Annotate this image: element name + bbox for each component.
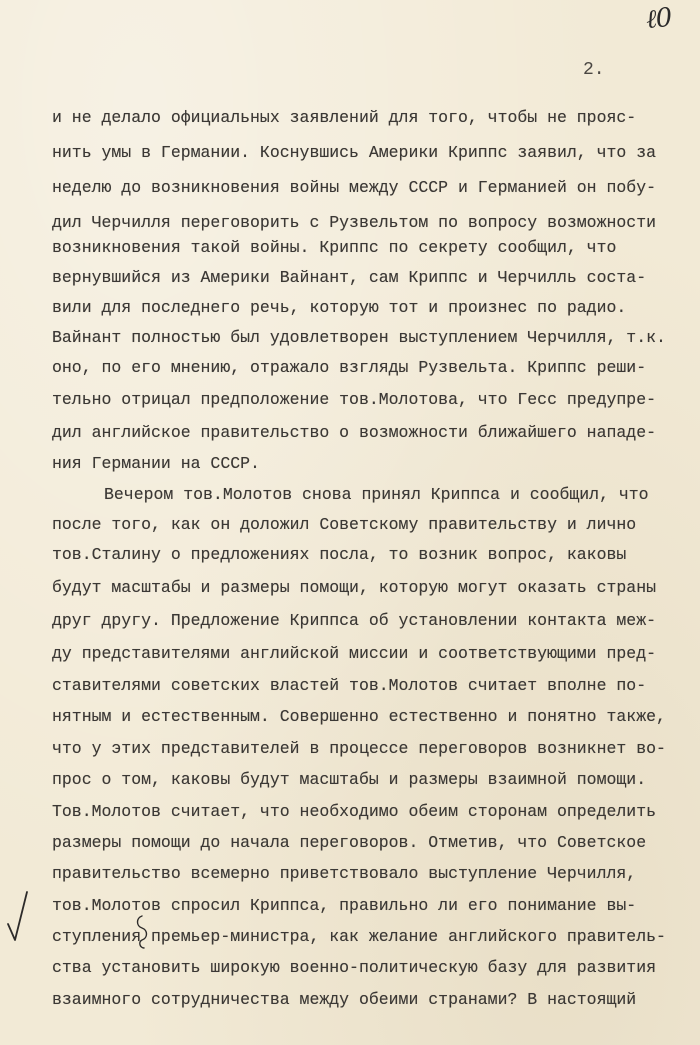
text-line: правительство всемерно приветствовало выступление Черчилля, [52,864,637,883]
text-line: нить умы в Германии. Коснувшись Америки Криппс заявил, что за [52,143,656,162]
text-line: ставителями советских властей тов.Молотов считает вполне по- [52,676,647,695]
text-line: нятным и естественным. Совершенно естественно и понятно также, [52,707,666,726]
text-line: оно, по его мнению, отражало взгляды Рузвельта. Криппс реши- [52,358,647,377]
text-line: и не делало официальных заявлений для того, чтобы не прояс- [52,108,637,127]
text-line: тов.Сталину о предложениях посла, то возник вопрос, каковы [52,545,627,564]
archive-page-mark: ℓ0 [644,2,673,36]
text-line: друг другу. Предложение Криппса об установлении контакта меж- [52,611,656,630]
text-line: после того, как он доложил Советскому правительству и лично [52,515,637,534]
text-line: ступления премьер-министра, как желание английского правитель- [52,927,666,946]
text-line: Тов.Молотов считает, что необходимо обеим сторонам определить [52,802,656,821]
text-line: ду представителями английской миссии и соответствующими пред- [52,644,656,663]
text-line: тельно отрицал предположение тов.Молотова, что Гесс предупре- [52,390,656,409]
text-line: неделю до возникновения войны между СССР и Германией он побу- [52,178,656,197]
text-line: Вайнант полностью был удовлетворен выступлением Черчилля, т.к. [52,328,666,347]
text-line: ния Германии на СССР. [52,454,260,473]
text-line: что у этих представителей в процессе переговоров возникнет во- [52,739,666,758]
text-line: будут масштабы и размеры помощи, которую могут оказать страны [52,578,656,597]
text-line: ства установить широкую военно-политическую базу для развития [52,958,656,977]
text-line: прос о том, каковы будут масштабы и размеры взаимной помощи. [52,770,647,789]
text-line: взаимного сотрудничества между обеими странами? В настоящий [52,990,637,1009]
text-line: тов.Молотов спросил Криппса, правильно ли его понимание вы- [52,896,637,915]
text-line: возникновения такой войны. Криппс по секрету сообщил, что [52,238,617,257]
handwritten-correction-icon [132,912,152,952]
page-number: 2. [583,60,605,80]
text-line: дил английское правительство о возможности ближайшего нападе- [52,423,656,442]
margin-checkmark-icon [6,888,30,948]
text-line: дил Черчилля переговорить с Рузвельтом по вопросу возможности [52,213,656,232]
text-line: вили для последнего речь, которую тот и произнес по радио. [52,298,627,317]
text-line: вернувшийся из Америки Вайнант, сам Криппс и Черчилль соста- [52,268,647,287]
text-line: Вечером тов.Молотов снова принял Криппса и сообщил, что [104,485,649,504]
text-line: размеры помощи до начала переговоров. Отметив, что Советское [52,833,647,852]
